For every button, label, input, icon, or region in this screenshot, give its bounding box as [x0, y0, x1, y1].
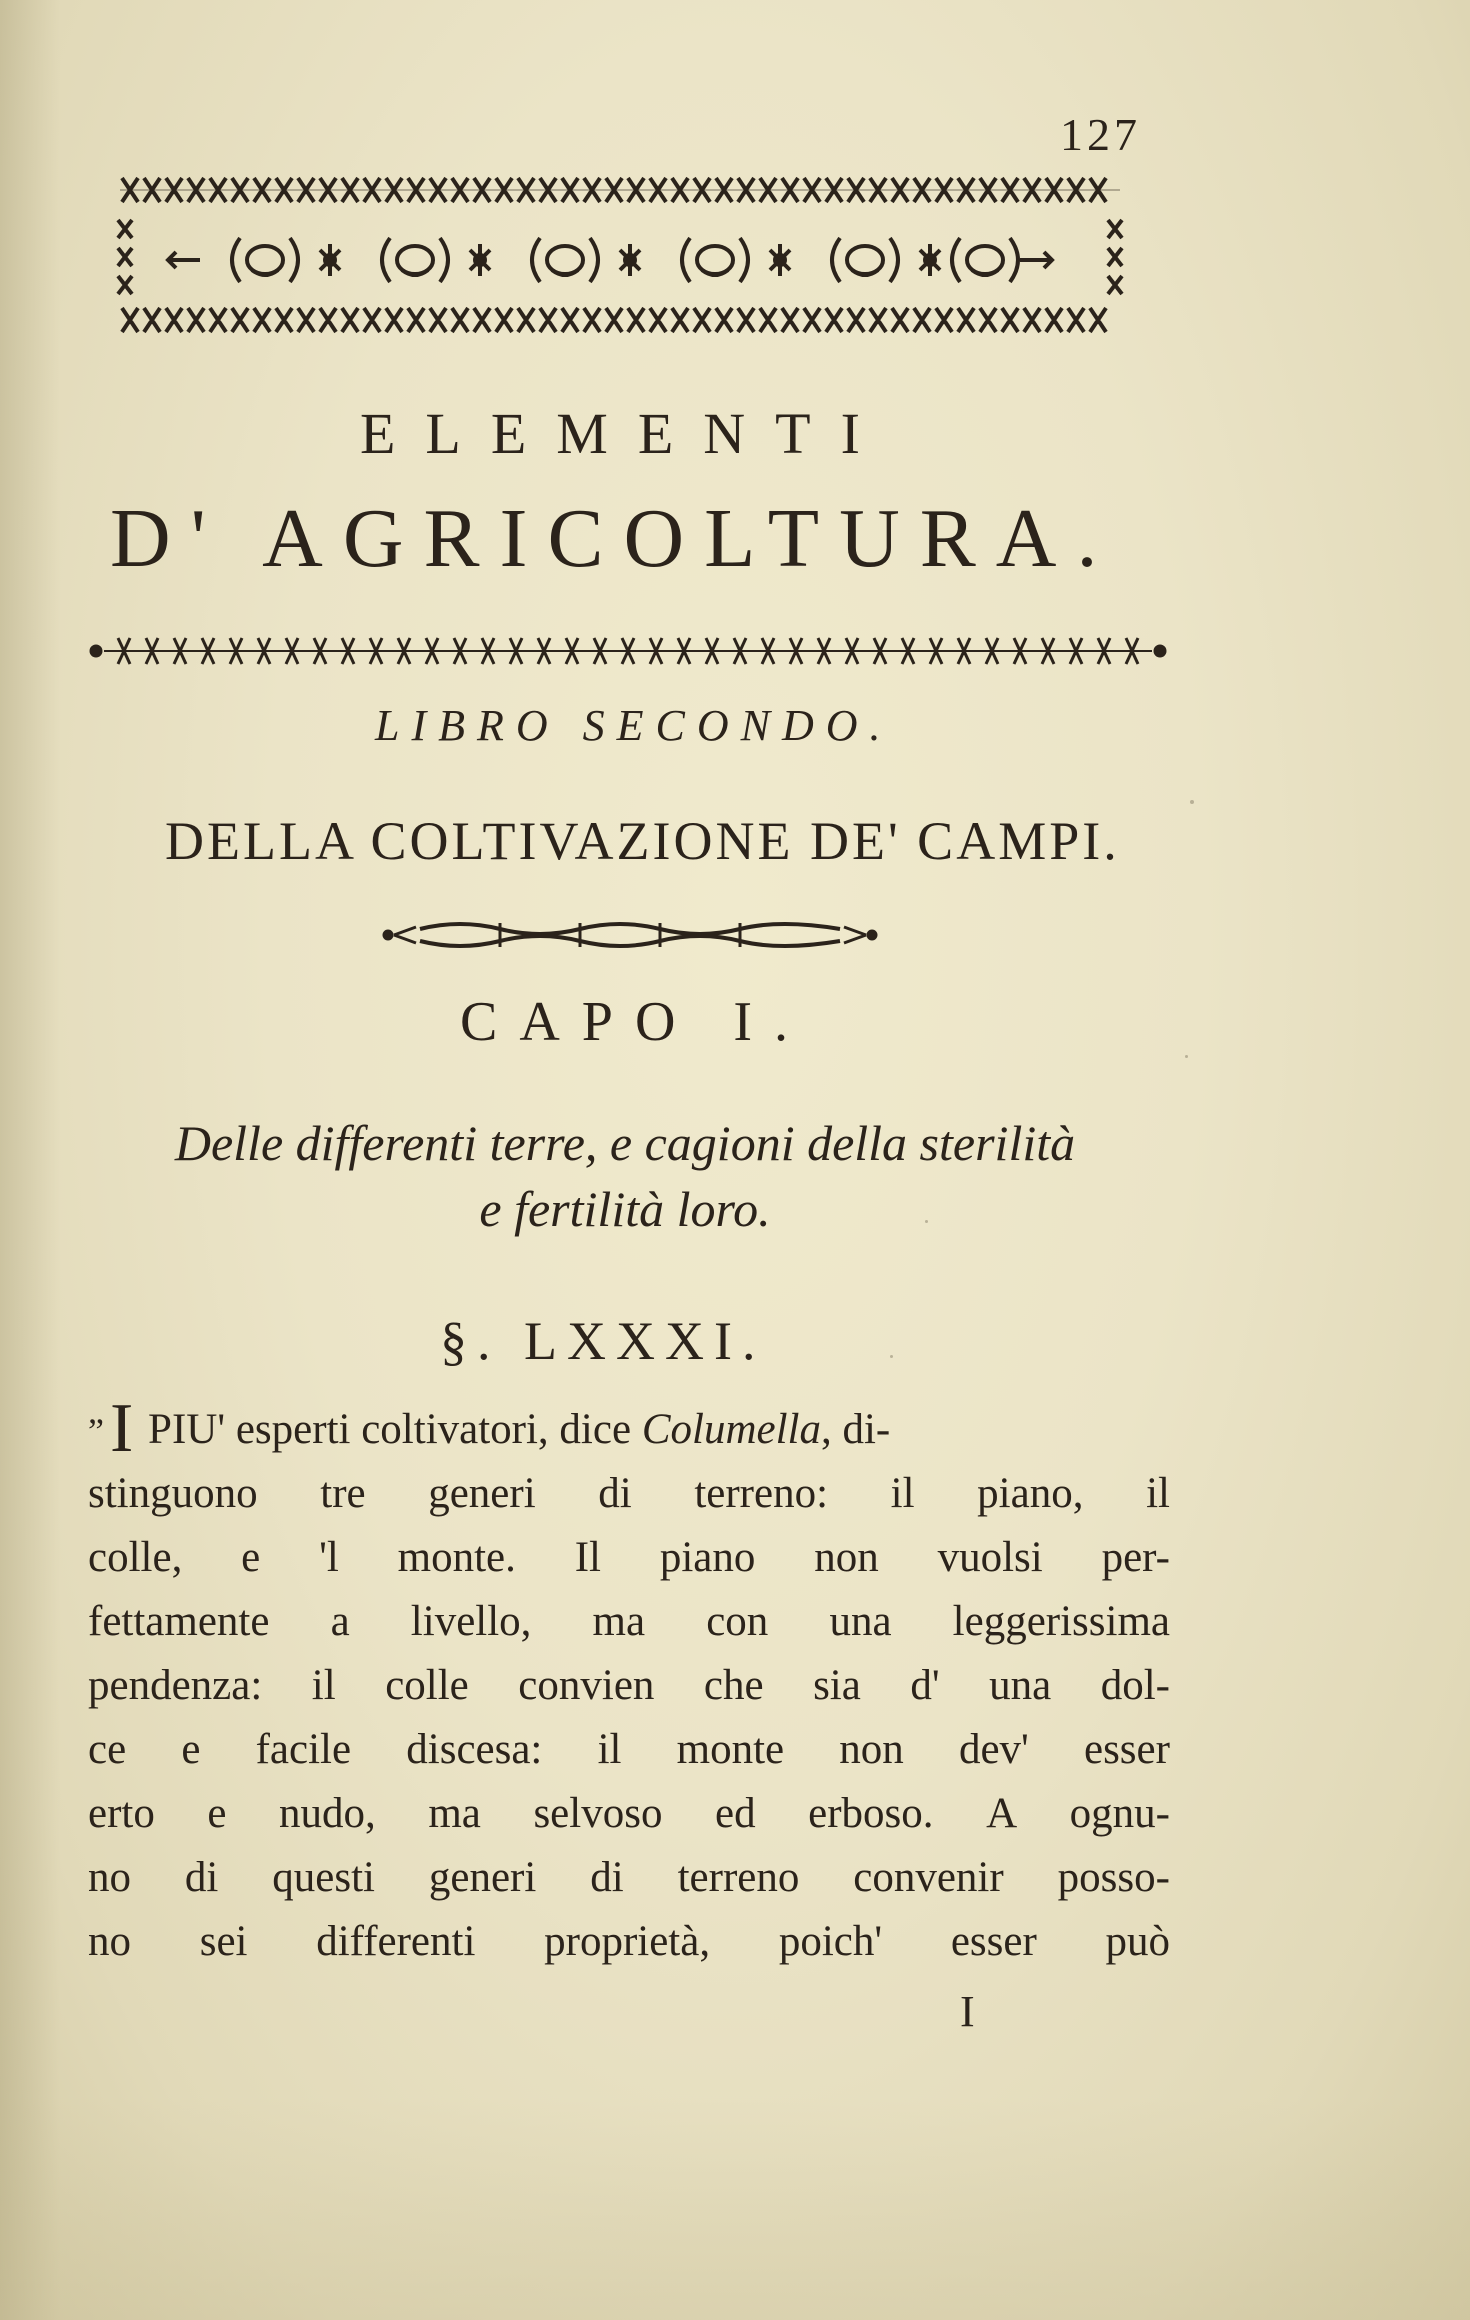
body-line — [88, 1910, 1170, 1974]
body-line — [88, 1782, 1170, 1846]
body-word: 'l — [319, 1534, 339, 1581]
body-word: generi — [428, 1470, 536, 1517]
body-word: ma — [428, 1790, 481, 1837]
body-word: generi — [428, 1854, 537, 1901]
author-name: Columella — [641, 1406, 821, 1453]
page-number: 127 — [1060, 109, 1141, 160]
smallcaps-word: PIU' — [148, 1406, 226, 1453]
body-word: ma — [592, 1598, 646, 1645]
body-word: convenir — [853, 1854, 1004, 1901]
body-word: stinguono — [88, 1470, 258, 1517]
body-line — [88, 1590, 1170, 1654]
body-word: proprietà, — [544, 1918, 711, 1965]
body-word: livello, — [410, 1598, 532, 1645]
body-word: discesa: — [406, 1726, 543, 1773]
body-word: nudo, — [279, 1790, 376, 1837]
body-word: erto — [88, 1790, 155, 1837]
body-word: con — [706, 1598, 769, 1645]
book-heading: LIBRO SECONDO. — [375, 701, 893, 750]
initial-letter: I — [109, 1390, 134, 1467]
body-line-1-text-b: , di- — [820, 1406, 891, 1453]
body-word: e — [241, 1534, 261, 1581]
small-ornament-icon — [380, 915, 880, 955]
body-word: facile — [255, 1726, 352, 1773]
body-word: convien — [518, 1662, 655, 1709]
body-line — [88, 1462, 1170, 1526]
body-word: ognu- — [1069, 1790, 1170, 1837]
body-word: a — [330, 1598, 350, 1645]
body-text — [88, 1390, 1170, 1974]
body-word: tre — [320, 1470, 366, 1517]
body-word: fettamente — [88, 1598, 270, 1645]
body-word: A — [986, 1790, 1018, 1837]
body-word: di — [184, 1854, 219, 1901]
paper-speck — [890, 1355, 893, 1358]
body-word: questi — [272, 1854, 375, 1901]
body-word: piano, — [977, 1470, 1084, 1517]
body-word: può — [1105, 1918, 1170, 1965]
body-word: e — [181, 1726, 201, 1773]
body-word: poich' — [778, 1918, 883, 1965]
section-heading: §. LXXXI. — [440, 1311, 766, 1371]
body-word: terreno: — [694, 1470, 829, 1517]
chapter-subtitle-line-2: e fertilità loro. — [479, 1181, 771, 1237]
body-word: colle, — [88, 1534, 183, 1581]
body-word: terreno — [677, 1854, 800, 1901]
body-word: il — [1146, 1470, 1170, 1517]
body-word: dev' — [958, 1726, 1029, 1773]
body-word: una — [829, 1598, 892, 1645]
title-agricoltura: D' AGRICOLTURA. — [110, 492, 1118, 585]
body-word: ed — [714, 1790, 756, 1837]
body-word: colle — [385, 1662, 469, 1709]
body-word: esser — [950, 1918, 1037, 1965]
body-word: non — [814, 1534, 879, 1581]
body-word: no — [88, 1854, 131, 1901]
body-word: posso- — [1057, 1854, 1170, 1901]
chapter-subtitle-line-1: Delle differenti terre, e cagioni della sterilità — [174, 1115, 1076, 1171]
signature-mark: I — [960, 1987, 975, 2036]
body-word: di — [598, 1470, 632, 1517]
body-word: erboso. — [808, 1790, 934, 1837]
body-word: ce — [88, 1726, 127, 1773]
body-word: selvoso — [533, 1790, 663, 1837]
body-word: il — [890, 1470, 915, 1517]
header-ornament-icon — [110, 170, 1130, 340]
body-line-1-text-a: esperti coltivatori, dice — [235, 1406, 632, 1453]
body-word: monte. — [397, 1534, 516, 1581]
body-word: piano — [659, 1534, 756, 1581]
chapter-subtitle — [90, 1110, 1160, 1242]
body-line — [88, 1718, 1170, 1782]
body-word: pendenza: — [88, 1662, 263, 1709]
body-word: sia — [813, 1662, 861, 1709]
opening-quote: ” — [88, 1411, 104, 1451]
body-word: il — [311, 1662, 336, 1709]
body-line — [88, 1846, 1170, 1910]
body-word: che — [703, 1662, 764, 1709]
part-title: DELLA COLTIVAZIONE DE' CAMPI. — [165, 811, 1120, 871]
body-word: esser — [1083, 1726, 1170, 1773]
body-word: per- — [1101, 1534, 1170, 1581]
body-word: leggerissima — [952, 1598, 1170, 1645]
paper-speck — [1190, 800, 1194, 804]
body-word: no — [88, 1918, 131, 1965]
body-word: monte — [676, 1726, 785, 1773]
body-word: d' — [910, 1662, 940, 1709]
body-word: sei — [199, 1918, 248, 1965]
paper-speck — [1185, 1055, 1188, 1058]
title-elementi: ELEMENTI — [360, 401, 890, 466]
body-word: il — [597, 1726, 622, 1773]
body-word: non — [839, 1726, 904, 1773]
paper-speck — [925, 1220, 928, 1223]
body-line-1 — [88, 1390, 1170, 1467]
chapter-heading: CAPO I. — [460, 991, 811, 1053]
body-word: di — [590, 1854, 624, 1901]
body-word: differenti — [316, 1918, 476, 1965]
divider-ornament-icon — [88, 628, 1168, 674]
body-word: una — [989, 1662, 1052, 1709]
body-word: e — [207, 1790, 227, 1837]
body-word: dol- — [1100, 1662, 1170, 1709]
body-line — [88, 1654, 1170, 1718]
body-word: vuolsi — [937, 1534, 1043, 1581]
body-word: Il — [574, 1534, 602, 1581]
body-line — [88, 1526, 1170, 1590]
